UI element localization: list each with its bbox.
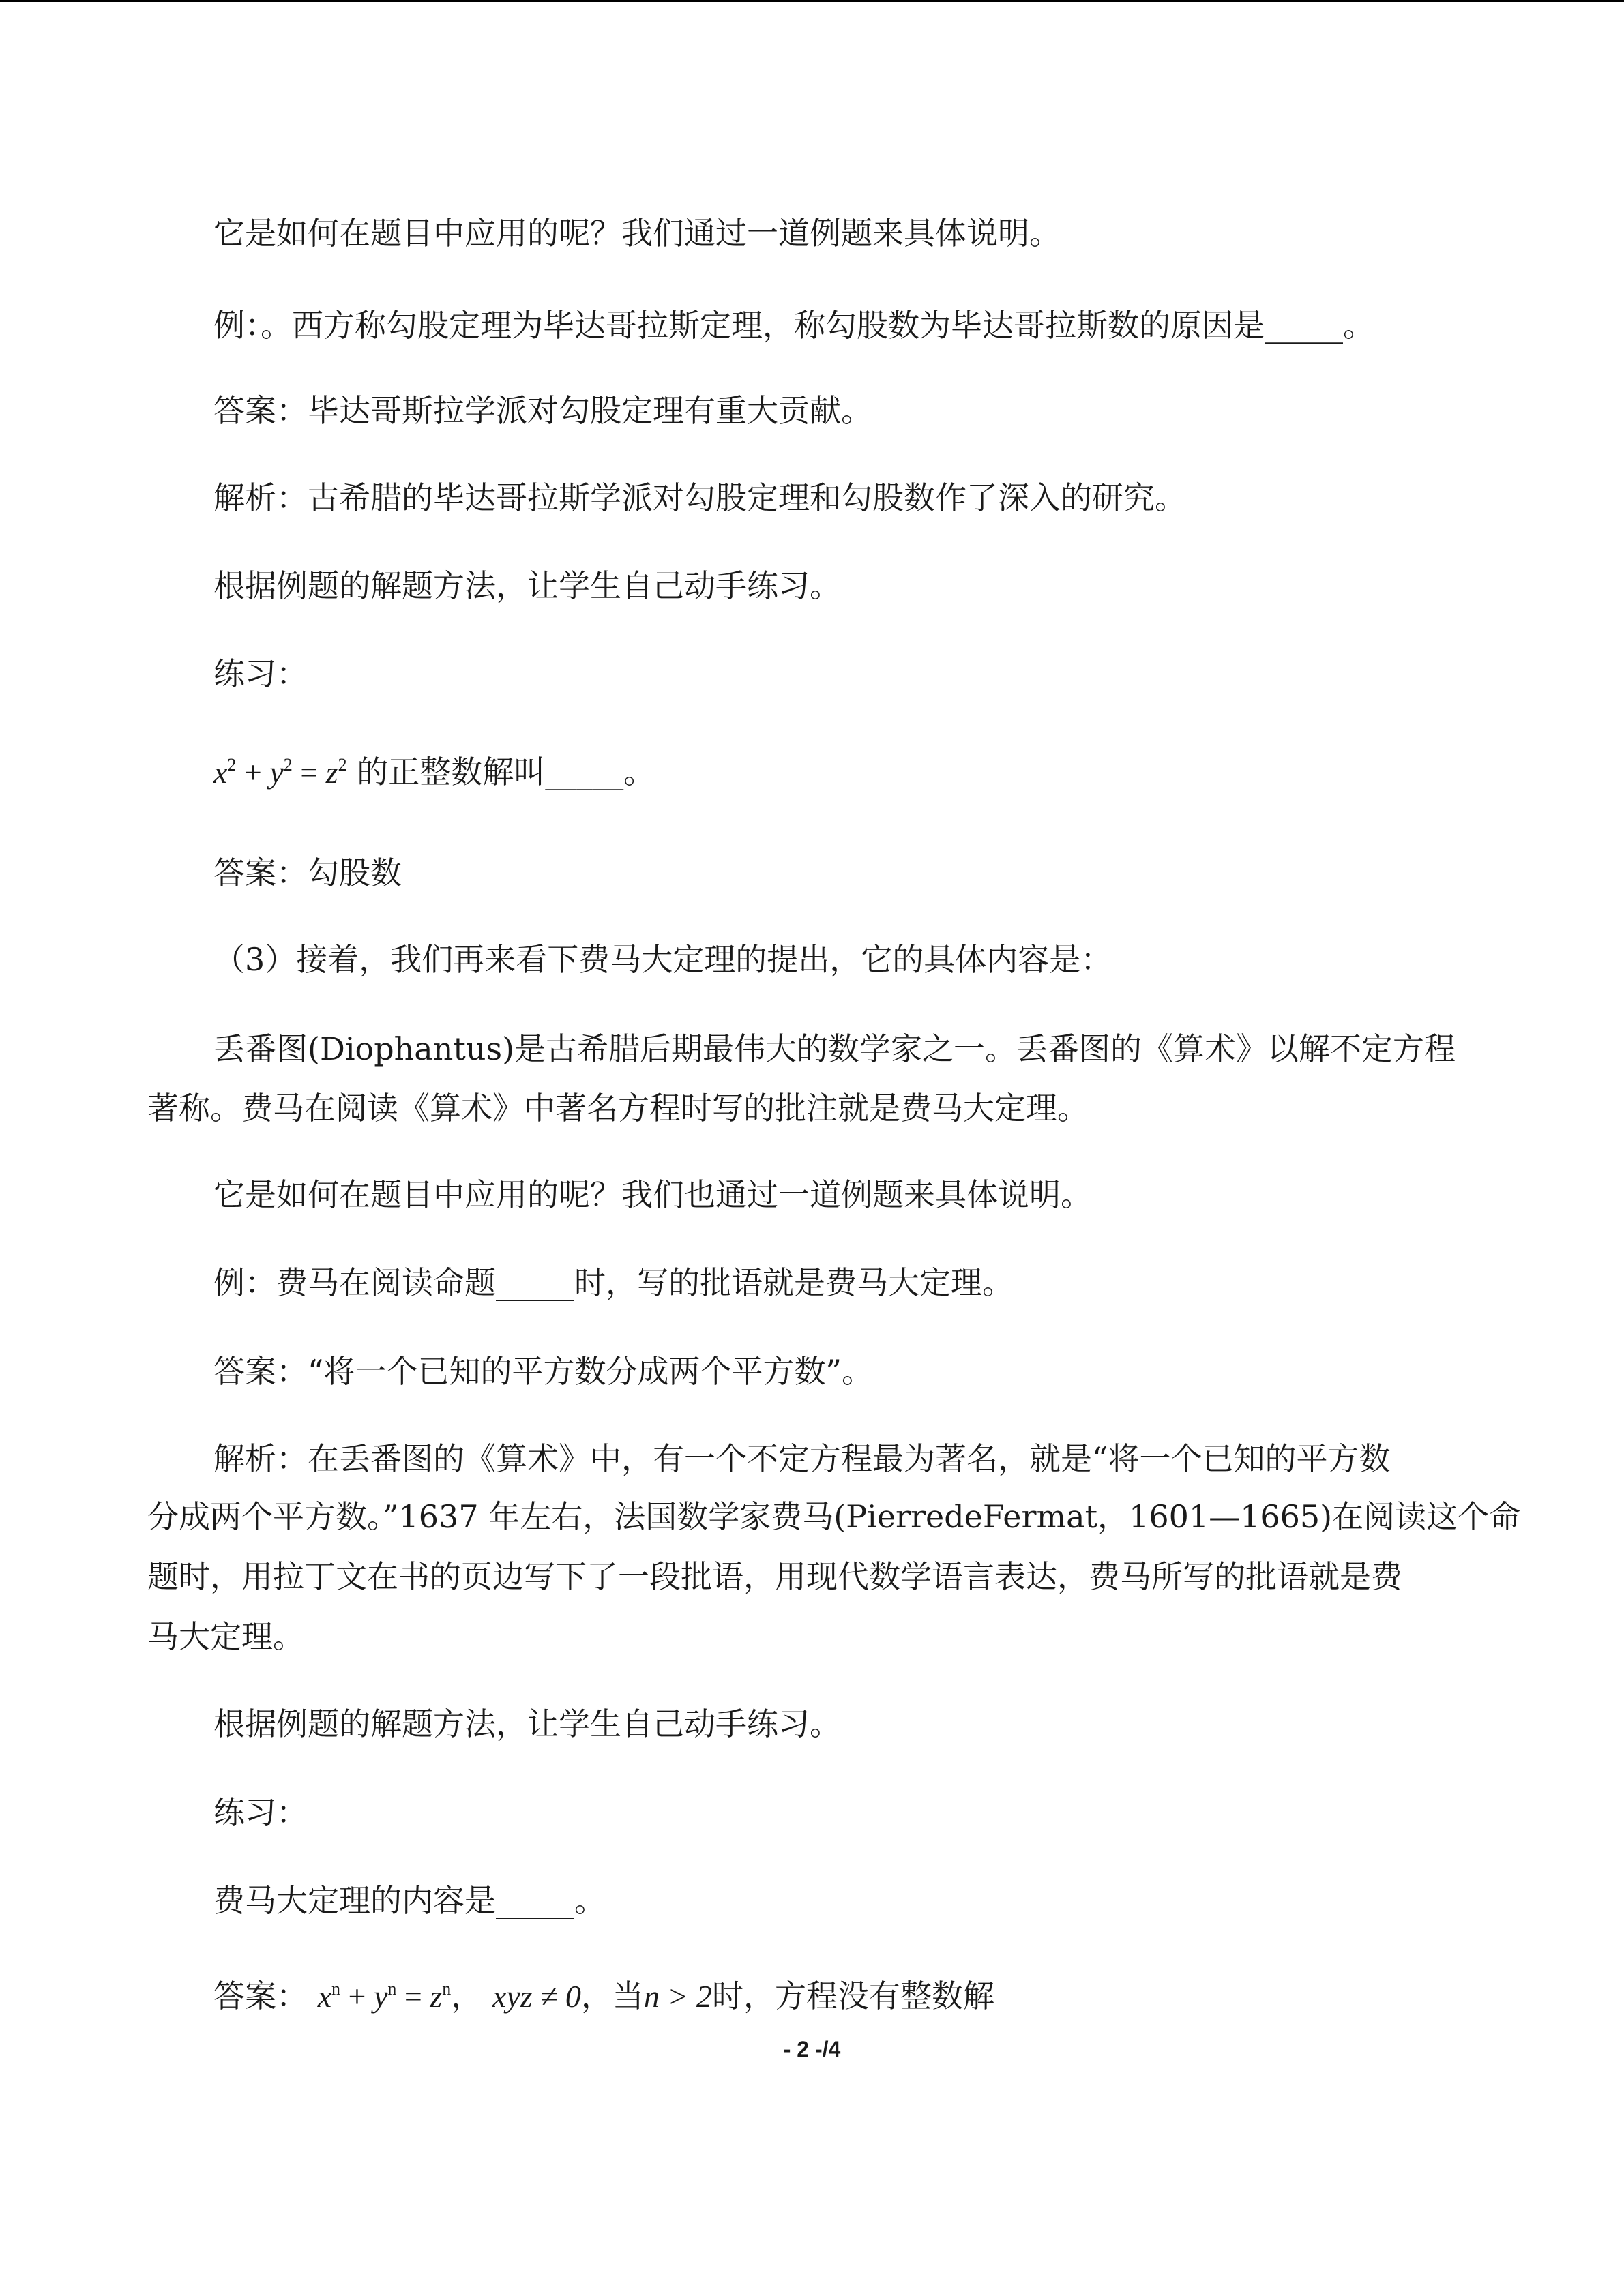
practice-question-1-text: 的正整数解叫_____。 xyxy=(357,754,655,790)
paragraph-analysis-2-line-1: 解析：在丢番图的《算术》中，有一个不定方程最为著名，就是“将一个已知的平方数 xyxy=(213,1440,1391,1477)
paragraph-practice-prompt-1: 根据例题的解题方法，让学生自己动手练习。 xyxy=(213,567,841,604)
paragraph-answer-1: 答案：毕达哥斯拉学派对勾股定理有重大贡献。 xyxy=(213,392,872,429)
answer-4-suffix: 时，方程没有整数解 xyxy=(711,1978,994,2014)
paragraph-practice-question-1 xyxy=(213,743,1488,794)
answer-4-separator-1: ， xyxy=(451,1978,483,2014)
pythagorean-equation: $x^2 + y^2 = z^2$ xyxy=(213,755,347,790)
paragraph-practice-label-2: 练习： xyxy=(213,1794,308,1831)
paragraph-diophantus-line-2: 著称。费马在阅读《算术》中著名方程时写的批注就是费马大定理。 xyxy=(147,1090,1089,1127)
paragraph-section-3: （3）接着，我们再来看下费马大定理的提出，它的具体内容是： xyxy=(213,941,1112,978)
paragraph-answer-2: 答案：勾股数 xyxy=(213,854,402,891)
page-number: - 2 -/4 xyxy=(783,2037,841,2061)
paragraph-diophantus-line-1: 丢番图(Diophantus)是古希腊后期最伟大的数学家之一。丢番图的《算术》以解不定方程 xyxy=(213,1030,1456,1067)
exponent-condition: n > 2 xyxy=(643,1979,712,2014)
paragraph-analysis-2-line-4: 马大定理。 xyxy=(147,1618,304,1655)
answer-4-separator-2: ，当 xyxy=(580,1978,644,2014)
fermat-equation: $x^n + y^n = z^n$ xyxy=(317,1979,452,2014)
paragraph-example-1: 例：。西方称勾股定理为毕达哥拉斯定理，称勾股数为毕达哥拉斯数的原因是_____。 xyxy=(213,307,1374,344)
paragraph-analysis-2-line-2: 分成两个平方数。”1637 年左右，法国数学家费马(PierredeFermat，1601—1665)在阅读这个命 xyxy=(147,1498,1521,1535)
paragraph-intro-example-1: 它是如何在题目中应用的呢？我们通过一道例题来具体说明。 xyxy=(213,215,1061,252)
paragraph-intro-example-2: 它是如何在题目中应用的呢？我们也通过一道例题来具体说明。 xyxy=(213,1176,1092,1213)
paragraph-answer-4 xyxy=(213,1967,1488,2018)
top-border xyxy=(0,0,1624,2)
paragraph-answer-3: 答案：“将一个已知的平方数分成两个平方数”。 xyxy=(213,1353,874,1390)
paragraph-practice-prompt-2: 根据例题的解题方法，让学生自己动手练习。 xyxy=(213,1705,841,1742)
answer-4-prefix: 答案： xyxy=(213,1978,308,2014)
paragraph-practice-question-2: 费马大定理的内容是_____。 xyxy=(213,1882,606,1919)
paragraph-practice-label-1: 练习： xyxy=(213,655,308,692)
paragraph-example-2: 例：费马在阅读命题_____时，写的批语就是费马大定理。 xyxy=(213,1264,1014,1301)
paragraph-analysis-2-line-3: 题时，用拉丁文在书的页边写下了一段批语，用现代数学语言表达，费马所写的批语就是费 xyxy=(147,1558,1402,1595)
nonzero-condition: xyz ≠ 0 xyxy=(492,1979,581,2014)
paragraph-analysis-1: 解析：古希腊的毕达哥拉斯学派对勾股定理和勾股数作了深入的研究。 xyxy=(213,479,1186,516)
